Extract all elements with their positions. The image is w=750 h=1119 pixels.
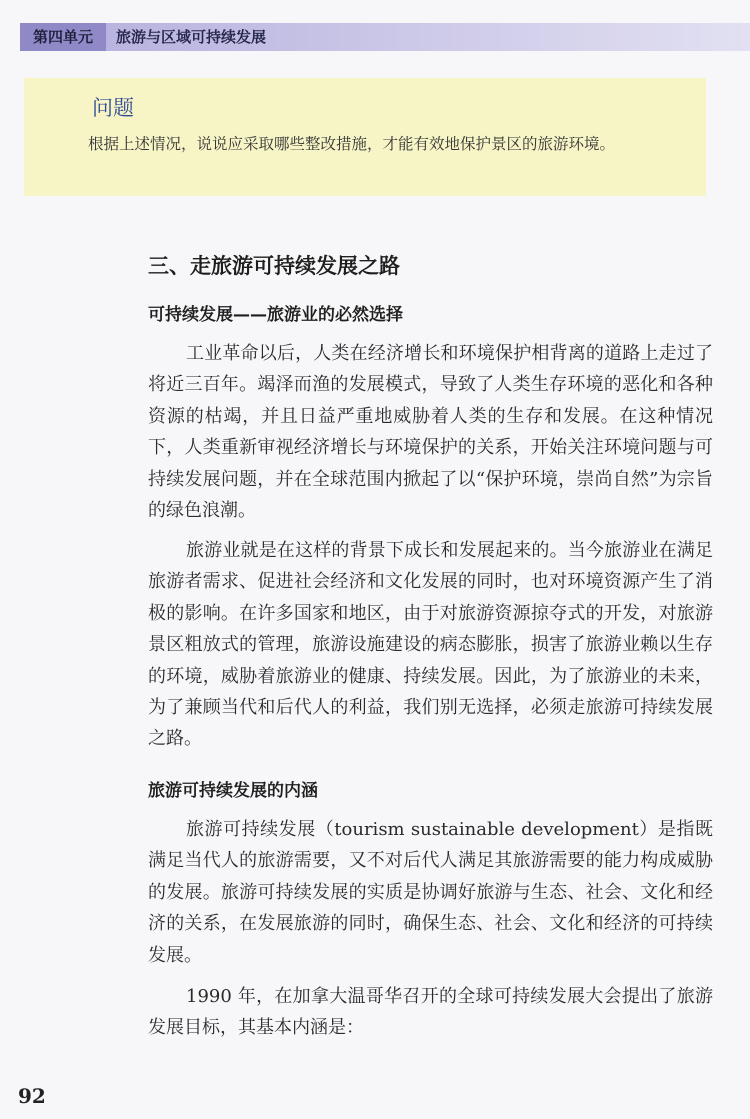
subsection-title-1: 可持续发展——旅游业的必然选择 [148,305,403,325]
paragraph-3: 旅游可持续发展（tourism sustainable development）是指既满足当代人的旅游需要，又不对后代人满足其旅游需要的能力构成威胁的发展。旅游可持续发展的实质是协调好旅游与生态、社会、文化和经济的关系，在发展旅游的同时，确保生态、社会、文化和经济的可持续发展。 [148,819,713,966]
page-number: 92 [18,1084,46,1108]
paragraph-4: 1990 年，在加拿大温哥华召开的全球可持续发展大会提出了旅游发展目标，其基本内涵是： [148,986,713,1039]
subsection-title-2: 旅游可持续发展的内涵 [148,781,318,801]
unit-label: 第四单元 [20,23,106,51]
unit-title: 旅游与区域可持续发展 [116,28,267,46]
problem-box [24,78,706,196]
problem-text: 根据上述情况，说说应采取哪些整改措施，才能有效地保护景区的旅游环境。 [88,135,616,153]
problem-title: 问题 [92,96,134,120]
section-title: 三、走旅游可持续发展之路 [148,254,400,278]
chapter-header [20,23,750,51]
paragraph-2: 旅游业就是在这样的背景下成长和发展起来的。当今旅游业在满足旅游者需求、促进社会经济和文化发展的同时，也对环境资源产生了消极的影响。在许多国家和地区，由于对旅游资源掠夺式的开发，对旅游景区粗放式的管理，旅游设施建设的病态膨胀，损害了旅游业赖以生存的环境，威胁着旅游业的健康、持续发展。因此，为了旅游业的未来，为了兼顾当代和后代人的利益，我们别无选择，必须走旅游可持续发展之路。 [148,540,713,750]
paragraph-1: 工业革命以后，人类在经济增长和环境保护相背离的道路上走过了将近三百年。竭泽而渔的发展模式，导致了人类生存环境的恶化和各种资源的枯竭，并且日益严重地威胁着人类的生存和发展。在这种情况下，人类重新审视经济增长与环境保护的关系，开始关注环境问题与可持续发展问题，并在全球范围内掀起了以“保护环境，崇尚自然”为宗旨的绿色浪潮。 [148,343,713,522]
